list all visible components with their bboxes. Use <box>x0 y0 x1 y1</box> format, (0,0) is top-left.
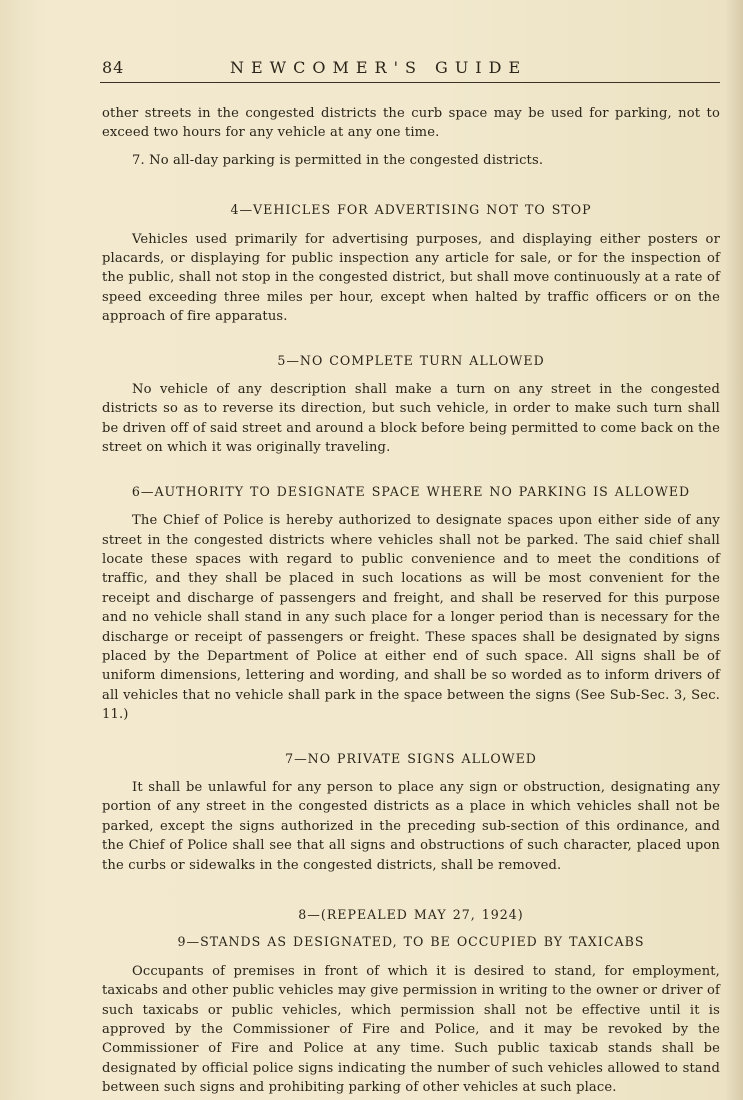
section-9 <box>102 932 720 1097</box>
section-paragraph: The Chief of Police is hereby authorized to designate spaces upon either side of any street in the congested districts where vehicles shall not be parked. The said chief shall locate these spaces with regard to public convenience and to meet the conditions of traffic, and they shall be placed in such locations as will be most convenient for the receipt and discharge of passengers and freight, and shall be reserved for this purpose and no vehicle shall stand in any such place for a longer period than is necessary for the discharge or receipt of passengers or freight. These spaces shall be designated by signs placed by the Department of Police at either end of such space. All signs shall be of uniform dimensions, lettering and wording, and shall be so worded as to inform drivers of all vehicles that no vehicle shall park in the space between the signs (See Sub-Sec. 3, Sec. 11.) <box>102 513 720 723</box>
section-paragraph: Vehicles used primarily for advertising purposes, and displaying either posters or placards, or displaying for public inspection any article for sale, or for the inspection of the public, shall not stop in the congested district, but shall move continuously at a rate of speed exceeding three miles per hour, except when halted by traffic officers or on the approach of fire apparatus. <box>102 231 720 325</box>
page-edge-shadow <box>725 0 743 1100</box>
section-paragraph: It shall be unlawful for any person to place any sign or obstruction, designating any portion of any street in the congested districts as a place in which vehicles shall not be parked, except the signs authorized in the preceding sub-section of this ordinance, and the Chief of Police shall see that all signs and obstructions of such character, placed upon the curbs or sidewalks in the congested districts, shall be removed. <box>102 779 720 873</box>
section-7 <box>102 749 720 875</box>
section-8 <box>102 905 720 924</box>
section-6 <box>102 482 720 725</box>
section-heading: 7—NO PRIVATE SIGNS ALLOWED <box>285 750 537 766</box>
section-heading: 4—VEHICLES FOR ADVERTISING NOT TO STOP <box>230 202 592 218</box>
section-5 <box>102 351 720 458</box>
page-header <box>100 58 720 83</box>
running-title: NEWCOMER'S GUIDE <box>230 58 528 77</box>
section-paragraph: No vehicle of any description shall make a turn on any street in the congested districts so as to reverse its direction, but such vehicle, in order to make such turn shall be driven off of said street and around a block before being permitted to come back on the street on which it was originally traveling. <box>102 382 720 456</box>
page-number: 84 <box>102 58 125 77</box>
section-heading: 8—(REPEALED MAY 27, 1924) <box>298 907 524 922</box>
section-heading: 9—STANDS AS DESIGNATED, TO BE OCCUPIED BY TAXICABS <box>177 934 645 950</box>
item-7-paragraph: 7. No all-day parking is permitted in the congested districts. <box>132 152 544 168</box>
section-paragraph: Occupants of premises in front of which it is desired to stand, for employment, taxicabs and other public vehicles may give permission in writing to the owner or driver of such taxicabs or public vehicles, which permission shall not be effective until it is approved by the Commissioner of Fire and Police, and it may be revoked by the Commissioner of Fire and Police at any time. Such public taxicab stands shall be designated by official police signs indicating the number of such vehicles allowed to stand between such signs and prohibiting parking of other vehicles at such place. <box>102 963 720 1096</box>
page-body <box>102 104 720 1098</box>
section-heading: 6—AUTHORITY TO DESIGNATE SPACE WHERE NO PARKING IS ALLOWED <box>131 483 691 499</box>
section-heading: 5—NO COMPLETE TURN ALLOWED <box>277 352 545 368</box>
section-4 <box>102 200 720 326</box>
continuation-paragraph: other streets in the congested districts the curb space may be used for parking, not to exceed two hours for any vehicle at any one time. <box>102 106 720 141</box>
